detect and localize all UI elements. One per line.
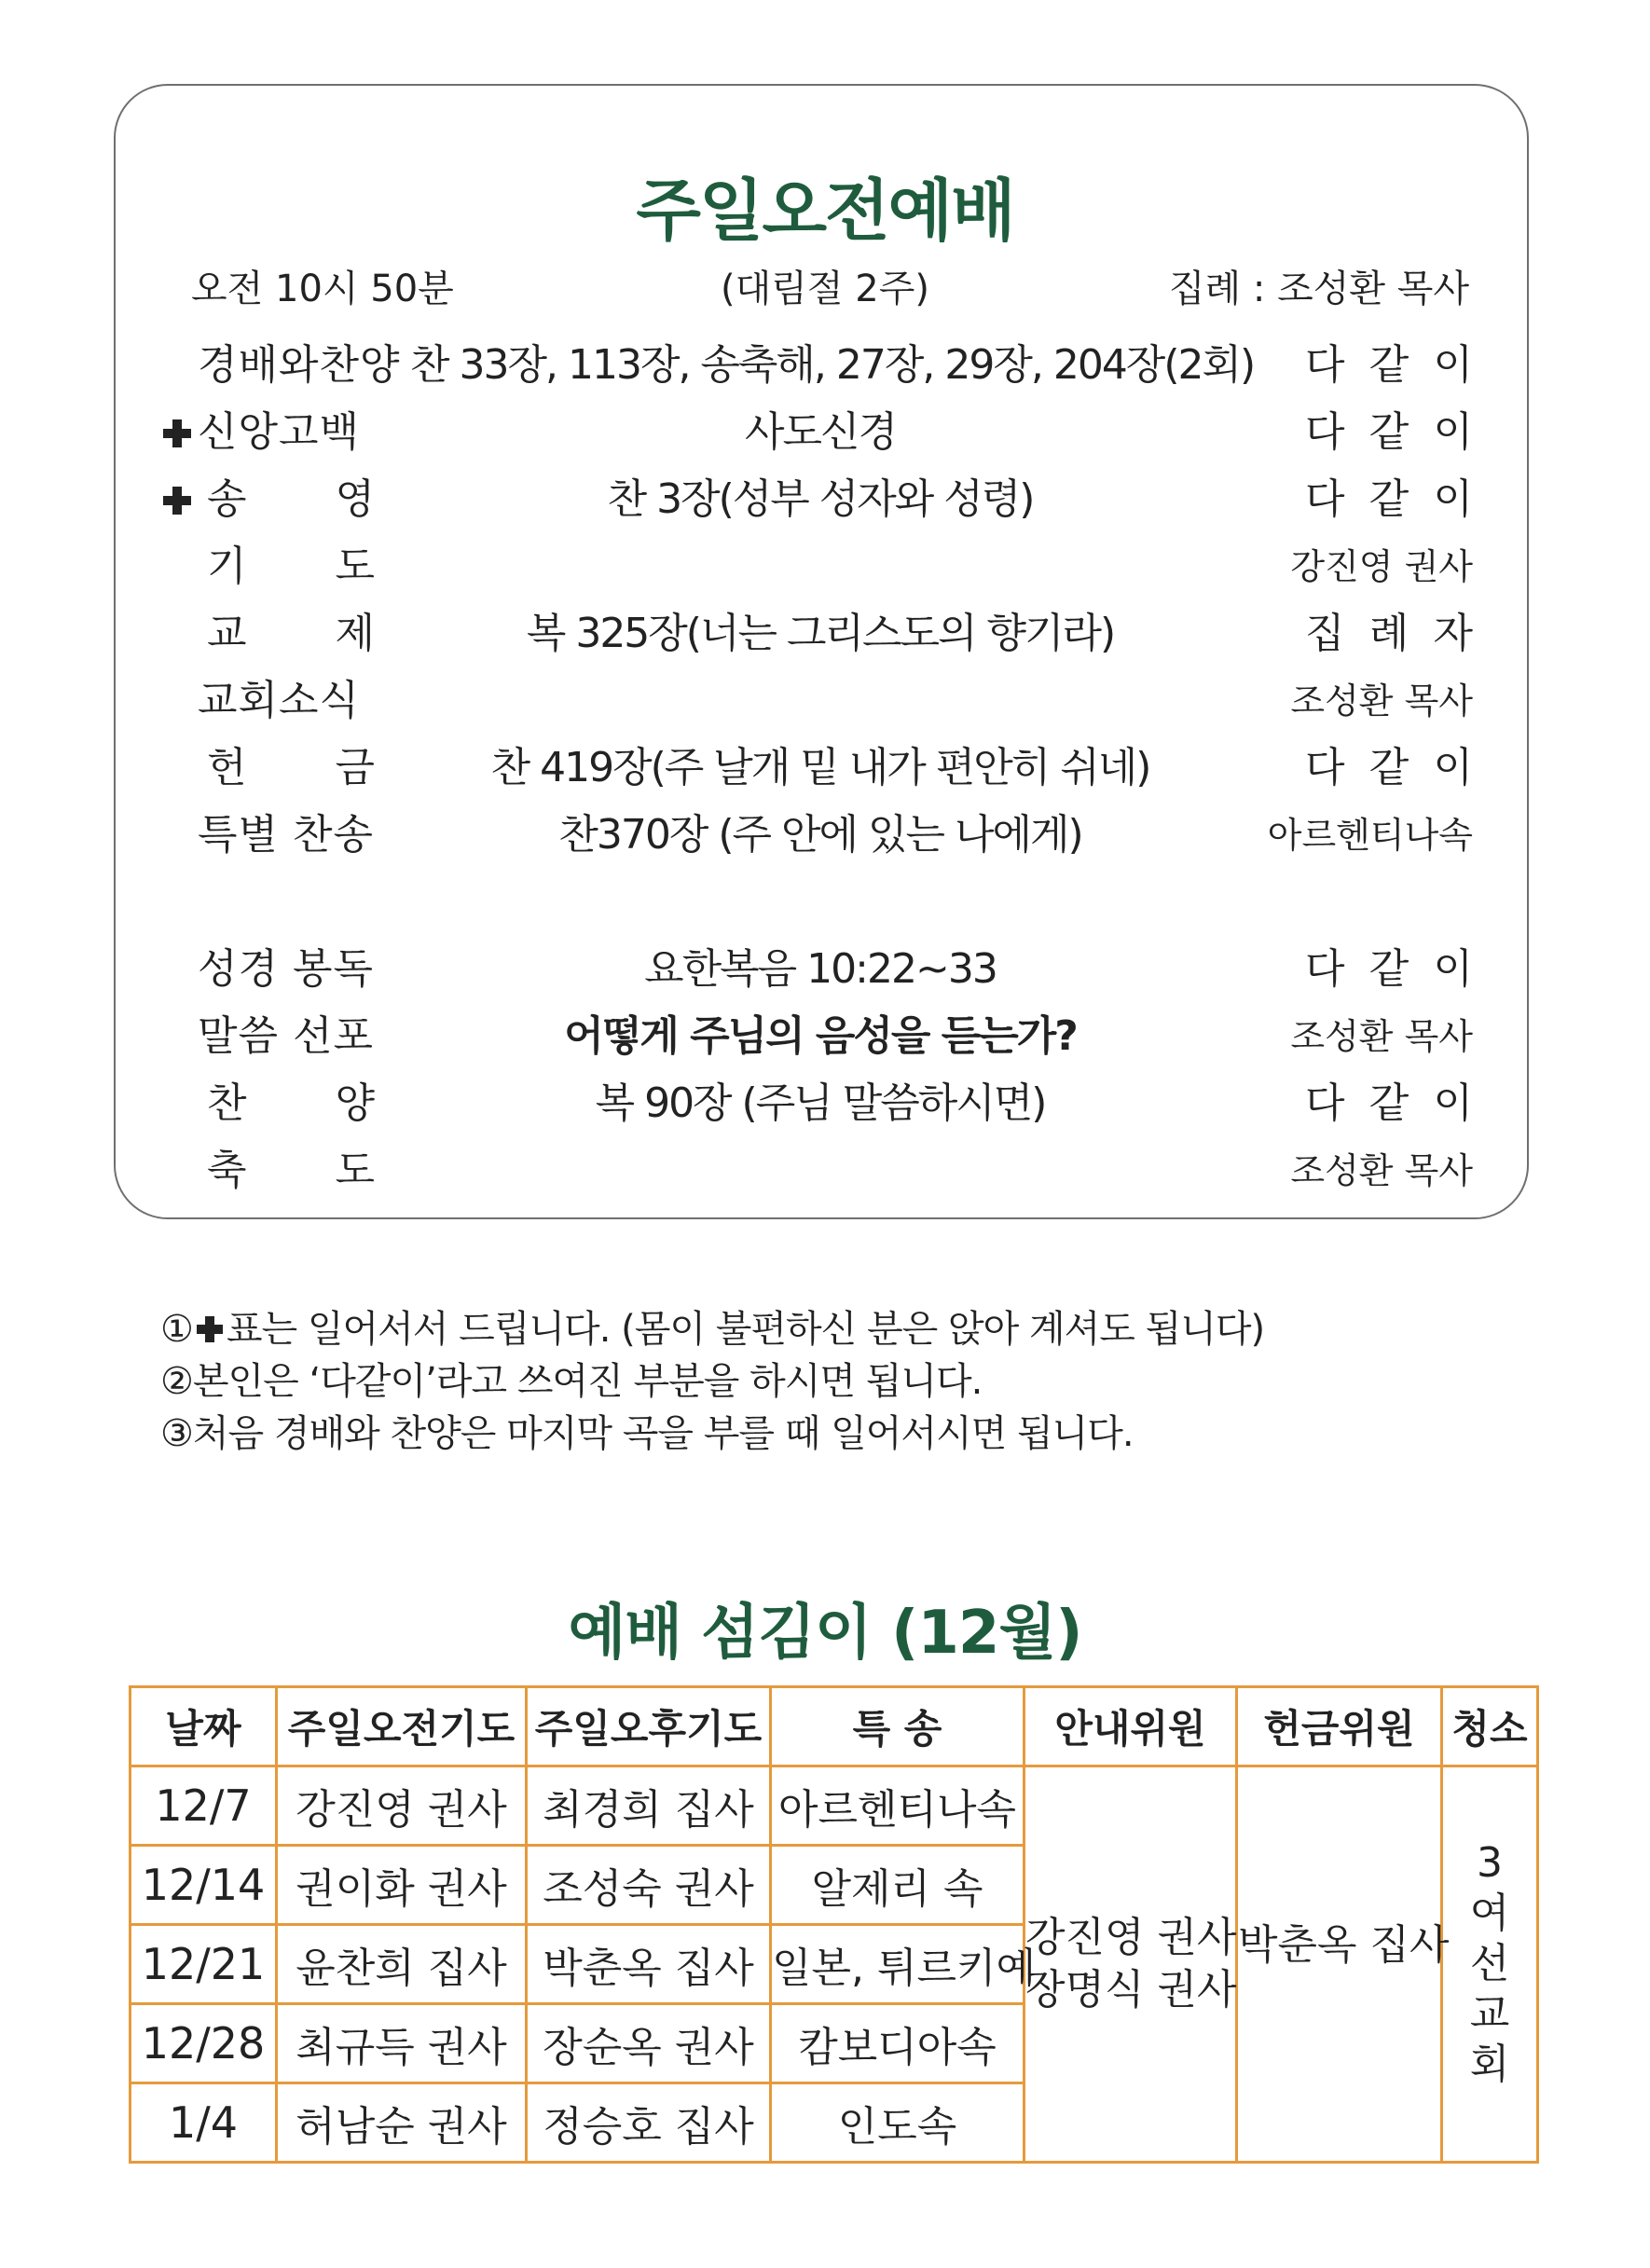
order-item: 성경 봉독 (198, 945, 375, 993)
cell-special-song: 일본, 튀르키예 (771, 1925, 1024, 2004)
order-row (0, 332, 1650, 399)
order-leader: 강진영 권사 (1290, 546, 1473, 587)
cell-pm-prayer: 조성숙 권사 (527, 1846, 771, 1925)
cross-icon (197, 1316, 223, 1342)
cell-date: 12/28 (131, 2004, 277, 2083)
service-title: 주일오전예배 (636, 172, 1014, 250)
header-pm-prayer: 주일오후기도 (527, 1687, 771, 1766)
cleaning-char: 교 (1469, 1990, 1510, 2038)
cell-date: 12/21 (131, 1925, 277, 2004)
cross-icon (163, 419, 191, 447)
header-offering: 헌금위원 (1237, 1687, 1442, 1766)
order-row (0, 466, 1650, 533)
order-hymn: 찬 419장(주 날개 밑 내가 편안히 쉬네) (490, 744, 1150, 791)
cell-offering: 박춘옥 집사 (1237, 1766, 1442, 2163)
order-item: 기 도 (207, 543, 375, 590)
order-row (0, 1070, 1650, 1137)
order-item: 신앙고백 (198, 408, 361, 456)
note-2: ②본인은 ‘다같이’라고 쓰여진 부분을 하시면 됩니다. (160, 1360, 983, 1403)
order-leader: 다 같 이 (1305, 1079, 1473, 1127)
cell-ushers (1024, 1766, 1237, 2163)
order-hymn: 찬370장 (주 안에 있는 나에게) (558, 811, 1082, 859)
order-item: 교회소식 (198, 677, 361, 724)
order-leader: 다 같 이 (1305, 341, 1473, 389)
cell-pm-prayer: 최경희 집사 (527, 1766, 771, 1846)
order-item: 찬 양 (207, 1079, 375, 1127)
notes (160, 1303, 1264, 1460)
cross-icon (163, 487, 191, 515)
cleaning-char: 3 (1477, 1839, 1503, 1887)
order-hymn: 사도신경 (744, 408, 896, 456)
order-item: 경배와찬양 (198, 341, 401, 389)
cell-date: 12/14 (131, 1846, 277, 1925)
order-row (0, 802, 1650, 869)
order-leader: 조성환 목사 (1290, 1150, 1473, 1191)
header-cleaning: 청소 (1442, 1687, 1538, 1766)
cell-am-prayer: 윤찬희 집사 (277, 1925, 527, 2004)
cell-special-song: 인도속 (771, 2083, 1024, 2163)
cell-special-song: 아르헨티나속 (771, 1766, 1024, 1846)
order-leader: 조성환 목사 (1290, 680, 1473, 722)
cleaning-char: 선 (1469, 1940, 1510, 1987)
order-item: 송 영 (207, 475, 375, 523)
order-hymn: 복 90장 (주님 말씀하시면) (595, 1079, 1046, 1127)
header-am-prayer: 주일오전기도 (277, 1687, 527, 1766)
order-leader: 다 같 이 (1305, 945, 1473, 993)
order-item: 교 제 (207, 610, 375, 657)
header-ushers: 안내위원 (1024, 1687, 1237, 1766)
cell-pm-prayer: 박춘옥 집사 (527, 1925, 771, 2004)
note-1-text: 표는 일어서서 드립니다. (몸이 불편하신 분은 앉아 계셔도 됩니다) (226, 1308, 1265, 1351)
order-row (0, 533, 1650, 600)
order-leader: 조성환 목사 (1290, 1016, 1473, 1057)
table-row (131, 1766, 1538, 1846)
cell-date: 1/4 (131, 2083, 277, 2163)
header-date: 날짜 (131, 1687, 277, 1766)
cleaning-char: 회 (1469, 2041, 1510, 2088)
order-item: 축 도 (207, 1147, 375, 1194)
order-hymn: 어떻게 주님의 음성을 듣는가? (564, 1012, 1077, 1060)
order-item: 특별 찬송 (198, 811, 375, 859)
servers-title: 예배 섬김이 (12월) (568, 1599, 1082, 1668)
order-row (0, 667, 1650, 735)
order-row (0, 1003, 1650, 1070)
order-leader: 집 례 자 (1305, 610, 1473, 657)
table-header-row (131, 1687, 1538, 1766)
cell-pm-prayer: 장순옥 권사 (527, 2004, 771, 2083)
order-row (0, 735, 1650, 802)
cell-special-song: 캄보디아속 (771, 2004, 1024, 2083)
service-time: 오전 10시 50분 (191, 268, 454, 310)
note-1 (160, 1303, 1264, 1355)
note-3: ③처음 경배와 찬양은 마지막 곡을 부를 때 일어서시면 됩니다. (160, 1412, 1134, 1455)
cell-am-prayer: 강진영 권사 (277, 1766, 527, 1846)
service-season: (대림절 2주) (721, 268, 929, 310)
note-1-number: ① (160, 1308, 193, 1351)
cell-date: 12/7 (131, 1766, 277, 1846)
service-presider: 집례 : 조성환 목사 (1168, 268, 1469, 310)
cell-cleaning (1442, 1766, 1538, 2163)
cell-am-prayer: 권이화 권사 (277, 1846, 527, 1925)
order-leader: 아르헨티나속 (1267, 815, 1473, 856)
cleaning-char: 여 (1469, 1890, 1510, 1937)
usher-2: 장명식 권사 (1025, 1966, 1237, 2014)
order-leader: 다 같 이 (1305, 408, 1473, 456)
cell-am-prayer: 최규득 권사 (277, 2004, 527, 2083)
cell-special-song: 알제리 속 (771, 1846, 1024, 1925)
cell-pm-prayer: 정승호 집사 (527, 2083, 771, 2163)
order-item: 말씀 선포 (198, 1012, 375, 1060)
header-special-song: 특 송 (771, 1687, 1024, 1766)
order-item: 헌 금 (207, 744, 375, 791)
order-leader: 다 같 이 (1305, 744, 1473, 791)
order-row (0, 1137, 1650, 1204)
servers-table (129, 1685, 1539, 2164)
order-hymn: 요한복음 10:22~33 (644, 945, 997, 993)
order-leader: 다 같 이 (1305, 475, 1473, 523)
order-hymn: 찬 3장(성부 성자와 성령) (607, 475, 1034, 523)
order-row (0, 600, 1650, 667)
order-hymn: 찬 33장, 113장, 송축해, 27장, 29장, 204장(2회) (410, 341, 1255, 389)
order-row (0, 936, 1650, 1003)
usher-1: 강진영 권사 (1025, 1914, 1237, 1961)
order-row (0, 399, 1650, 466)
cell-am-prayer: 허남순 권사 (277, 2083, 527, 2163)
order-hymn: 복 325장(너는 그리스도의 향기라) (526, 610, 1115, 657)
